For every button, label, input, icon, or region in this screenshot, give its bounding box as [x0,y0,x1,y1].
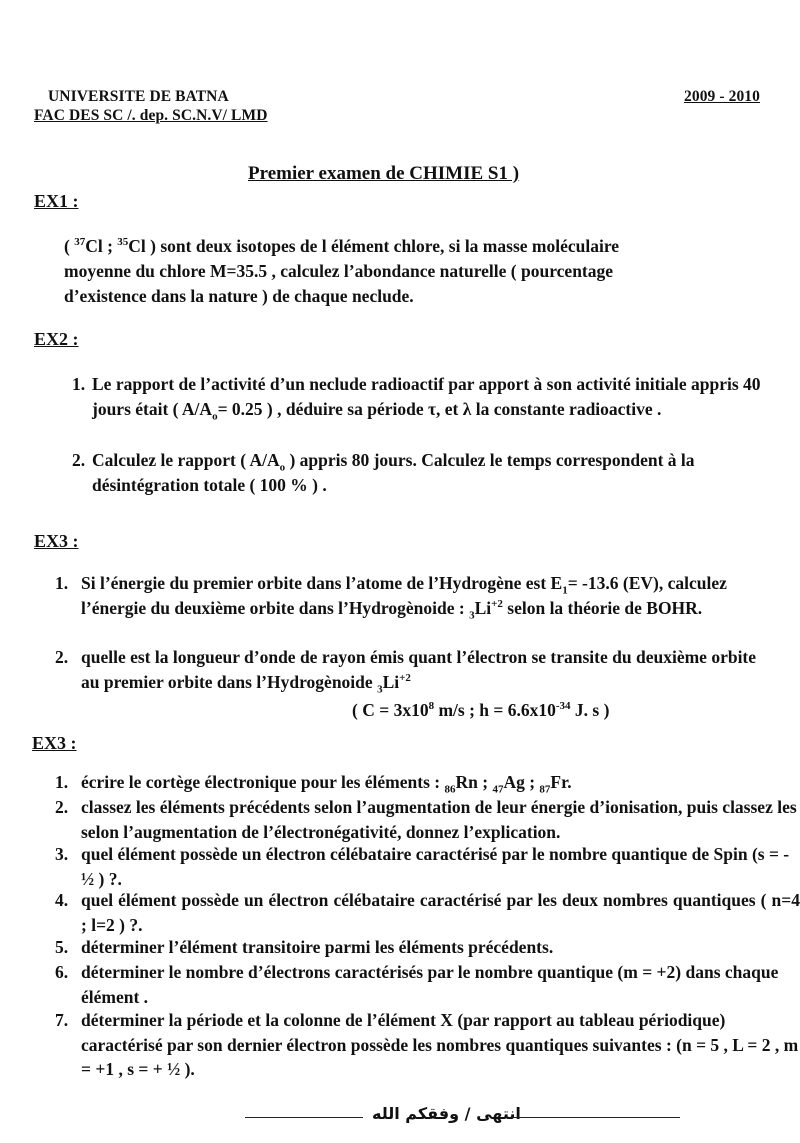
ex1-line-2: moyenne du chlore M=35.5 , calculez l’abondance naturelle ( pourcentage [64,261,614,281]
ex1-line-3: d’existence dans la nature ) de chaque neclude. [64,286,414,306]
ex3b-item-4: 4. quel élément possède un électron célébataire caractérisé par les deux nombres quantiques ( n=4 ; l=2 ) ?. [55,890,800,935]
academic-year: 2009 - 2010 [684,88,761,105]
ex2-item-2: 2. Calculez le rapport ( $A/A_o$ ) appris 80 jours. Calculez le temps correspondent à la désintégration totale ( 100 % ) . [72,450,695,495]
university-name: UNIVERSITE DE BATNA [48,88,229,105]
ex3b-item-7: 7. déterminer la période et la colonne de l’élément X (par rapport au tableau périodique) caractérisé par son dernier électron possède les nombres quantiques suivantes : (n = 5 , L = 2 , m = +1 , s = + ½ ). [55,1010,799,1079]
ex3b-label: EX3 : [32,733,77,753]
ex3b-item-1: 1. écrire le cortège électronique pour les éléments : $_{86}$Rn ; $_{47}$Ag ; $_{87}$Fr. [55,772,572,796]
ex2-item-1: 1. Le rapport de l’activité d’un neclude radioactif par apport à son activité initiale appris 40 jours était ( $A/A_o= 0.25$ ) , déduire sa période τ, et λ la constante radioactive . [72,374,761,422]
faculty-name: FAC DES SC /. dep. SC.N.V/ LMD [34,107,268,124]
ex3b-item-6: 6. déterminer le nombre d’électrons caractérisés par le nombre quantique (m = +2) dans chaque élément . [55,962,779,1007]
ex1-paragraph [64,234,744,309]
ex3b-item-3: 3. quel élément possède un électron célébataire caractérisé par le nombre quantique de Spin (s = - ½ ) ?. [55,844,790,889]
ex3b-item-5: 5. déterminer l’élément transitoire parmi les éléments précédents. [55,937,554,957]
footer-rule-right [510,1117,680,1118]
footer-rule-left [245,1117,363,1118]
ex3a-label: EX3 : [34,531,79,551]
exam-title: Premier examen de CHIMIE S1 ) [248,163,520,184]
footer-closing: انتهى / وفقكم الله [372,1104,521,1123]
ex3b-item-2: 2. classez les éléments précédents selon l’augmentation de leur énergie d’ionisation, puis classez les selon l’augmentation de l’électronégativité, donnez l’explication. [55,797,797,842]
ex3a-item-2: 2. quelle est la longueur d’onde de rayon émis quant l’électron se transite du deuxième orbite au premier orbite dans l’Hydrogènoide $_3Li^{+2}$ [55,647,757,695]
ex1-line-1: ( $^{37}$Cl ; $^{35}$Cl ) sont deux isotopes de l élément chlore, si la masse moléculaire [64,236,620,256]
ex2-label: EX2 : [34,329,79,349]
ex3a-item-1: 1. Si l’énergie du premier orbite dans l’atome de l’Hydrogène est $E_1= -13.6$ (EV), calculez l’énergie du deuxième orbite dans l’Hydrogènoide : $_3Li^{+2}$ selon la théorie de BOHR. [55,573,727,621]
ex1-label: EX1 : [34,191,79,211]
ex3a-constants: ( $C = 3x10^8$ m/s ; $h = 6.6x10^{-34}$ J. s ) [352,700,610,720]
